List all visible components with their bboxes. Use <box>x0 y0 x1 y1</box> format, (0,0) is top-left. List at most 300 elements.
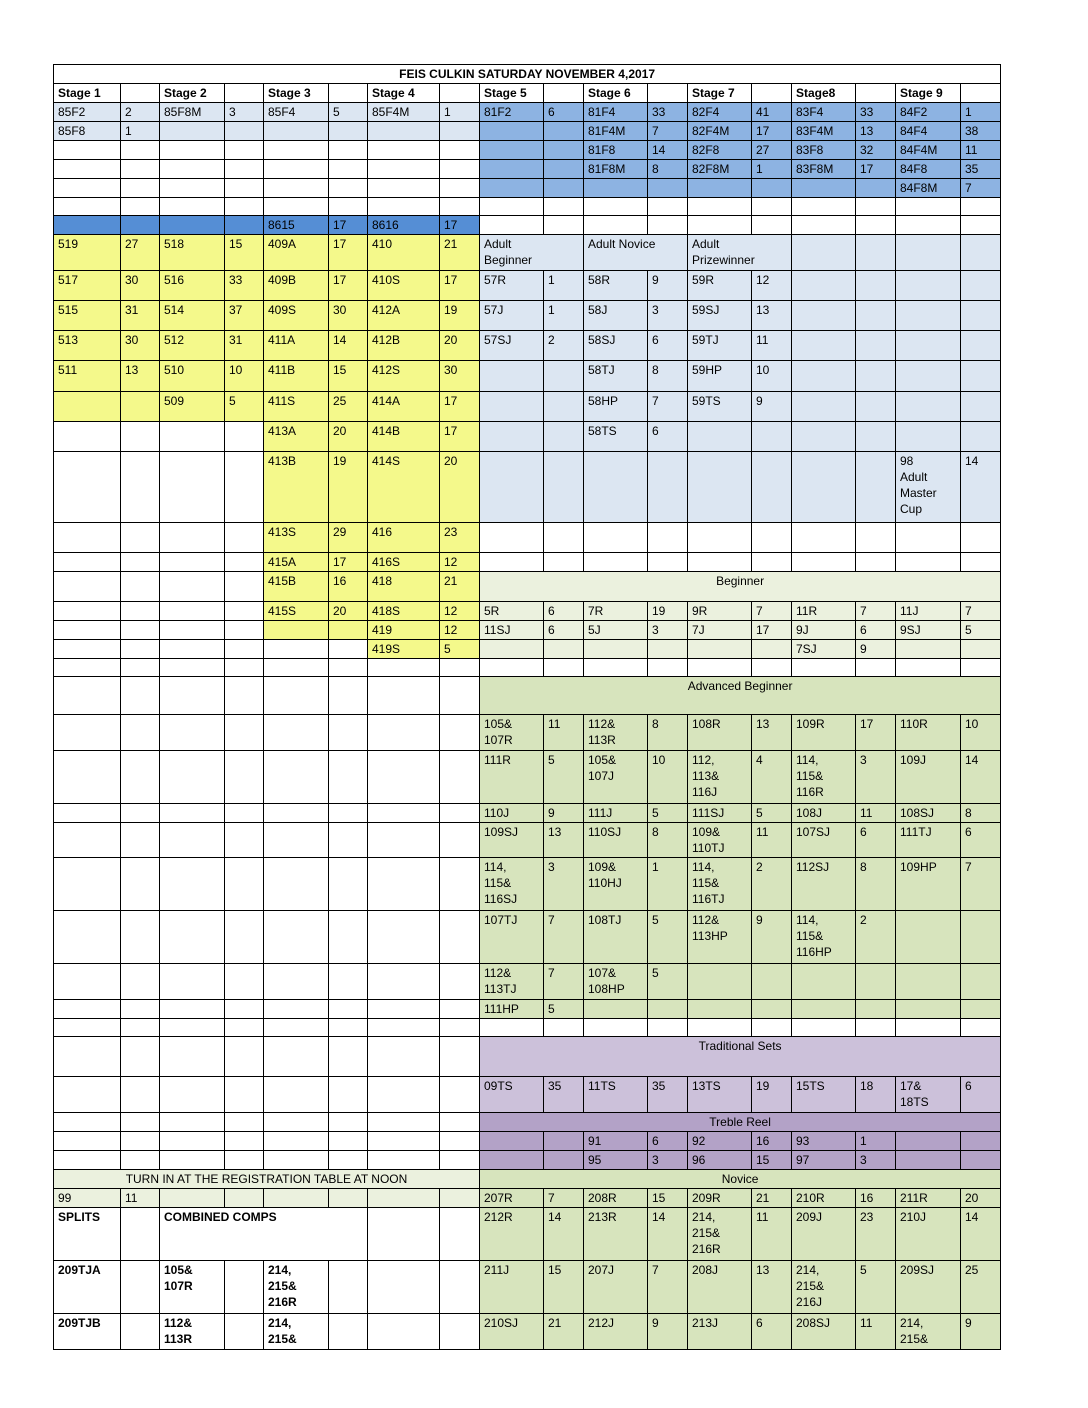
table-cell <box>225 160 264 179</box>
table-cell <box>225 198 264 216</box>
table-cell: Stage 9 <box>896 84 961 103</box>
table-cell: 112SJ <box>792 858 856 911</box>
table-cell <box>752 216 792 235</box>
table-row <box>54 1261 1001 1314</box>
table-cell: 14 <box>329 331 368 361</box>
table-cell: 97 <box>792 1151 856 1170</box>
table-cell: 81F8 <box>584 141 648 160</box>
table-cell: 411A <box>264 331 329 361</box>
table-cell <box>368 160 440 179</box>
table-cell: 214, 215& 216R <box>264 1261 329 1314</box>
table-cell <box>440 715 480 751</box>
table-cell <box>329 179 368 198</box>
table-cell: 14 <box>961 1208 1001 1261</box>
table-cell <box>584 523 648 553</box>
table-row <box>54 103 1001 122</box>
table-cell: 35 <box>544 1077 584 1113</box>
table-cell <box>648 659 688 677</box>
table-cell <box>368 823 440 858</box>
table-cell: 412S <box>368 361 440 392</box>
table-cell <box>792 964 856 1000</box>
table-cell: 85F2 <box>54 103 121 122</box>
table-cell <box>896 659 961 677</box>
table-cell: 1 <box>752 160 792 179</box>
table-cell <box>544 392 584 422</box>
table-cell: 1 <box>121 122 160 141</box>
table-cell <box>121 1000 160 1019</box>
table-cell: 83F8M <box>792 160 856 179</box>
table-cell: 10 <box>225 361 264 392</box>
table-cell <box>264 1113 329 1132</box>
table-cell <box>584 198 648 216</box>
table-cell <box>961 1151 1001 1170</box>
table-cell: 7 <box>961 602 1001 621</box>
table-row <box>54 715 1001 751</box>
table-row <box>54 640 1001 659</box>
table-cell: 6 <box>856 621 896 640</box>
table-cell: 209R <box>688 1189 752 1208</box>
table-cell <box>961 84 1001 103</box>
table-cell: 7 <box>648 392 688 422</box>
table-cell <box>856 84 896 103</box>
table-cell <box>160 640 225 659</box>
table-cell <box>440 1208 480 1261</box>
table-cell <box>329 715 368 751</box>
table-cell: 81F4M <box>584 122 648 141</box>
table-cell <box>225 621 264 640</box>
table-cell <box>480 523 544 553</box>
table-cell: 5 <box>544 1000 584 1019</box>
table-cell: 15 <box>544 1261 584 1314</box>
table-cell <box>961 659 1001 677</box>
table-cell <box>225 179 264 198</box>
table-cell: 7R <box>584 602 648 621</box>
table-cell <box>160 553 225 572</box>
table-cell: 14 <box>648 141 688 160</box>
table-cell <box>121 1113 160 1132</box>
table-cell: 418 <box>368 572 440 602</box>
table-cell <box>544 1019 584 1037</box>
table-cell: 109R <box>792 715 856 751</box>
table-cell <box>544 361 584 392</box>
table-cell <box>121 1314 160 1350</box>
table-cell <box>329 677 368 715</box>
table-cell: 412A <box>368 301 440 331</box>
table-cell <box>752 964 792 1000</box>
table-cell <box>544 1132 584 1151</box>
table-cell: 16 <box>329 572 368 602</box>
table-row <box>54 1189 1001 1208</box>
table-cell <box>329 1151 368 1170</box>
table-cell <box>961 361 1001 392</box>
table-row <box>54 179 1001 198</box>
table-cell <box>264 751 329 804</box>
table-cell: 108TJ <box>584 911 648 964</box>
table-row <box>54 602 1001 621</box>
table-cell: 111R <box>480 751 544 804</box>
table-cell: 3 <box>648 1151 688 1170</box>
table-cell <box>368 1000 440 1019</box>
table-cell: 82F4 <box>688 103 752 122</box>
table-cell: 213J <box>688 1314 752 1350</box>
table-cell <box>368 751 440 804</box>
table-cell <box>480 553 544 572</box>
table-cell: 411B <box>264 361 329 392</box>
table-cell: 213R <box>584 1208 648 1261</box>
table-cell <box>225 1113 264 1132</box>
table-cell <box>225 216 264 235</box>
table-cell <box>896 216 961 235</box>
table-cell: 33 <box>225 271 264 301</box>
table-row <box>54 361 1001 392</box>
table-cell <box>584 216 648 235</box>
table-cell <box>440 122 480 141</box>
table-cell: 33 <box>856 103 896 122</box>
table-row <box>54 523 1001 553</box>
table-cell: 9 <box>544 804 584 823</box>
table-cell: 14 <box>648 1208 688 1261</box>
table-cell: 111J <box>584 804 648 823</box>
table-cell <box>688 216 752 235</box>
table-cell: 111HP <box>480 1000 544 1019</box>
table-row <box>54 1000 1001 1019</box>
table-cell <box>54 715 121 751</box>
table-cell <box>160 858 225 911</box>
table-cell <box>225 1077 264 1113</box>
table-row <box>54 858 1001 911</box>
table-cell: 14 <box>961 751 1001 804</box>
table-cell: 7 <box>544 1189 584 1208</box>
table-cell: Stage 3 <box>264 84 329 103</box>
table-cell: 2 <box>856 911 896 964</box>
table-cell: 9 <box>752 911 792 964</box>
table-cell <box>440 858 480 911</box>
table-cell <box>121 392 160 422</box>
table-cell: 98 Adult Master Cup <box>896 452 961 523</box>
table-cell <box>121 1132 160 1151</box>
table-cell <box>792 1000 856 1019</box>
table-cell <box>121 84 160 103</box>
table-cell <box>648 452 688 523</box>
table-cell: 57SJ <box>480 331 544 361</box>
table-cell <box>264 804 329 823</box>
table-cell <box>329 911 368 964</box>
table-cell <box>896 198 961 216</box>
table-cell: 15 <box>225 235 264 271</box>
table-cell: 30 <box>329 301 368 331</box>
table-cell: 207R <box>480 1189 544 1208</box>
table-cell <box>896 422 961 452</box>
table-cell <box>368 1189 440 1208</box>
table-cell: 35 <box>961 160 1001 179</box>
table-cell: 23 <box>856 1208 896 1261</box>
table-cell: 7 <box>648 1261 688 1314</box>
table-row <box>54 1151 1001 1170</box>
table-cell <box>856 271 896 301</box>
table-cell <box>544 198 584 216</box>
table-cell: 25 <box>961 1261 1001 1314</box>
table-cell <box>896 331 961 361</box>
table-cell <box>368 1019 440 1037</box>
table-cell: 11R <box>792 602 856 621</box>
table-cell <box>688 964 752 1000</box>
table-cell: 519 <box>54 235 121 271</box>
table-cell <box>160 572 225 602</box>
table-cell <box>688 422 752 452</box>
table-cell <box>54 1132 121 1151</box>
table-cell <box>896 1151 961 1170</box>
table-cell <box>688 659 752 677</box>
table-cell: 27 <box>121 235 160 271</box>
table-cell <box>264 659 329 677</box>
table-cell: 57R <box>480 271 544 301</box>
table-cell <box>160 911 225 964</box>
table-cell <box>329 964 368 1000</box>
table-row <box>54 1077 1001 1113</box>
table-cell: 59TS <box>688 392 752 422</box>
table-cell: Traditional Sets <box>480 1037 1001 1077</box>
table-cell: 1 <box>856 1132 896 1151</box>
table-cell <box>160 602 225 621</box>
table-cell: Stage 7 <box>688 84 752 103</box>
table-cell <box>329 1314 368 1350</box>
table-row <box>54 553 1001 572</box>
table-cell <box>225 553 264 572</box>
table-cell: 8 <box>648 715 688 751</box>
table-cell: 14 <box>961 452 1001 523</box>
table-cell <box>480 179 544 198</box>
table-cell <box>792 1019 856 1037</box>
table-cell <box>961 301 1001 331</box>
table-cell: 58J <box>584 301 648 331</box>
table-cell <box>368 1037 440 1077</box>
table-cell <box>329 1019 368 1037</box>
table-cell: 17 <box>856 715 896 751</box>
table-cell: 114, 115& 116SJ <box>480 858 544 911</box>
table-cell <box>792 301 856 331</box>
table-cell <box>329 640 368 659</box>
table-cell: 11 <box>752 823 792 858</box>
table-cell: 19 <box>329 452 368 523</box>
table-cell: 212R <box>480 1208 544 1261</box>
table-cell: 11 <box>856 804 896 823</box>
table-cell <box>264 964 329 1000</box>
table-cell <box>584 659 648 677</box>
table-cell: 1 <box>544 271 584 301</box>
table-cell <box>752 84 792 103</box>
table-cell <box>368 122 440 141</box>
table-cell: 8 <box>856 858 896 911</box>
table-cell: 409S <box>264 301 329 331</box>
table-row <box>54 1208 1001 1261</box>
table-cell <box>440 911 480 964</box>
table-cell: 1 <box>544 301 584 331</box>
table-cell <box>329 198 368 216</box>
table-cell <box>54 659 121 677</box>
table-cell <box>225 1151 264 1170</box>
table-cell: 414A <box>368 392 440 422</box>
table-cell: 21 <box>752 1189 792 1208</box>
table-cell: 96 <box>688 1151 752 1170</box>
table-cell: 7 <box>544 911 584 964</box>
table-cell <box>961 216 1001 235</box>
table-cell <box>480 640 544 659</box>
table-cell: 214, 215& <box>896 1314 961 1350</box>
table-cell: 85F4 <box>264 103 329 122</box>
table-cell: 8615 <box>264 216 329 235</box>
table-cell <box>264 640 329 659</box>
table-cell: 114, 115& 116HP <box>792 911 856 964</box>
table-cell <box>121 1261 160 1314</box>
table-cell: 8 <box>648 823 688 858</box>
table-cell: 17 <box>440 271 480 301</box>
table-cell <box>368 1132 440 1151</box>
table-cell <box>329 751 368 804</box>
table-cell <box>225 640 264 659</box>
table-cell: 84F8M <box>896 179 961 198</box>
table-cell <box>368 964 440 1000</box>
table-cell: 411S <box>264 392 329 422</box>
table-cell: 15 <box>648 1189 688 1208</box>
table-cell: 114, 115& 116TJ <box>688 858 752 911</box>
table-cell: 208SJ <box>792 1314 856 1350</box>
table-cell <box>368 1077 440 1113</box>
table-cell: 516 <box>160 271 225 301</box>
table-cell: 19 <box>440 301 480 331</box>
table-cell: 6 <box>752 1314 792 1350</box>
table-cell <box>688 1019 752 1037</box>
table-cell <box>329 160 368 179</box>
table-row <box>54 160 1001 179</box>
table-cell: 11 <box>961 141 1001 160</box>
table-cell <box>54 198 121 216</box>
table-cell <box>856 216 896 235</box>
table-cell <box>121 160 160 179</box>
table-cell <box>264 198 329 216</box>
table-cell: 5R <box>480 602 544 621</box>
table-cell <box>54 1077 121 1113</box>
table-cell: 418S <box>368 602 440 621</box>
table-cell: 108SJ <box>896 804 961 823</box>
table-row <box>54 751 1001 804</box>
table-cell <box>440 1189 480 1208</box>
table-cell <box>160 122 225 141</box>
table-cell <box>896 640 961 659</box>
table-cell: 410S <box>368 271 440 301</box>
table-cell: 11J <box>896 602 961 621</box>
table-cell <box>792 553 856 572</box>
table-cell <box>54 858 121 911</box>
table-cell: 518 <box>160 235 225 271</box>
table-cell: 17 <box>856 160 896 179</box>
table-cell <box>896 361 961 392</box>
table-cell: 23 <box>440 523 480 553</box>
table-cell: 110J <box>480 804 544 823</box>
table-cell <box>688 198 752 216</box>
table-cell: 58SJ <box>584 331 648 361</box>
table-cell: 4 <box>752 751 792 804</box>
table-cell <box>961 553 1001 572</box>
table-cell <box>54 141 121 160</box>
table-cell <box>752 659 792 677</box>
table-cell: Adult Novice <box>584 235 688 271</box>
table-cell <box>264 621 329 640</box>
table-cell <box>896 523 961 553</box>
table-cell: 17 <box>440 216 480 235</box>
table-cell: 17 <box>440 422 480 452</box>
table-cell <box>792 179 856 198</box>
table-cell: 209J <box>792 1208 856 1261</box>
table-cell: 99 <box>54 1189 121 1208</box>
table-cell <box>896 301 961 331</box>
table-cell <box>160 964 225 1000</box>
table-cell: 515 <box>54 301 121 331</box>
table-cell: 212J <box>584 1314 648 1350</box>
table-cell: Stage 1 <box>54 84 121 103</box>
table-cell: 27 <box>752 141 792 160</box>
table-cell <box>225 751 264 804</box>
table-cell <box>584 553 648 572</box>
table-cell: 3 <box>648 621 688 640</box>
table-cell <box>752 553 792 572</box>
table-cell <box>329 621 368 640</box>
table-cell: 517 <box>54 271 121 301</box>
table-cell <box>54 804 121 823</box>
table-cell <box>121 1019 160 1037</box>
title-row <box>54 65 1001 84</box>
table-cell <box>264 122 329 141</box>
table-cell: 5 <box>648 911 688 964</box>
table-cell: 214, 215& 216J <box>792 1261 856 1314</box>
table-cell <box>264 160 329 179</box>
table-cell <box>544 553 584 572</box>
table-cell: 7 <box>752 602 792 621</box>
table-cell: Beginner <box>480 572 1001 602</box>
table-cell: 30 <box>440 361 480 392</box>
table-cell: 58HP <box>584 392 648 422</box>
table-cell: 7J <box>688 621 752 640</box>
table-cell <box>752 198 792 216</box>
table-cell <box>225 84 264 103</box>
table-cell: 5 <box>440 640 480 659</box>
table-cell <box>121 602 160 621</box>
table-cell <box>792 392 856 422</box>
table-cell: SPLITS <box>54 1208 121 1261</box>
table-cell <box>368 804 440 823</box>
table-cell <box>264 1077 329 1113</box>
table-cell: 2 <box>752 858 792 911</box>
table-cell: 12 <box>440 621 480 640</box>
table-cell: 414S <box>368 452 440 523</box>
table-cell: 13 <box>121 361 160 392</box>
table-cell: 413S <box>264 523 329 553</box>
table-cell: 112& 113HP <box>688 911 752 964</box>
table-cell <box>856 235 896 271</box>
table-cell <box>961 198 1001 216</box>
table-cell <box>121 216 160 235</box>
table-cell <box>440 198 480 216</box>
table-cell <box>121 452 160 523</box>
table-cell <box>160 141 225 160</box>
table-cell <box>480 198 544 216</box>
table-cell <box>225 122 264 141</box>
table-row <box>54 1132 1001 1151</box>
table-cell <box>225 1261 264 1314</box>
table-row <box>54 122 1001 141</box>
table-cell <box>121 677 160 715</box>
table-cell <box>544 523 584 553</box>
table-cell <box>368 141 440 160</box>
